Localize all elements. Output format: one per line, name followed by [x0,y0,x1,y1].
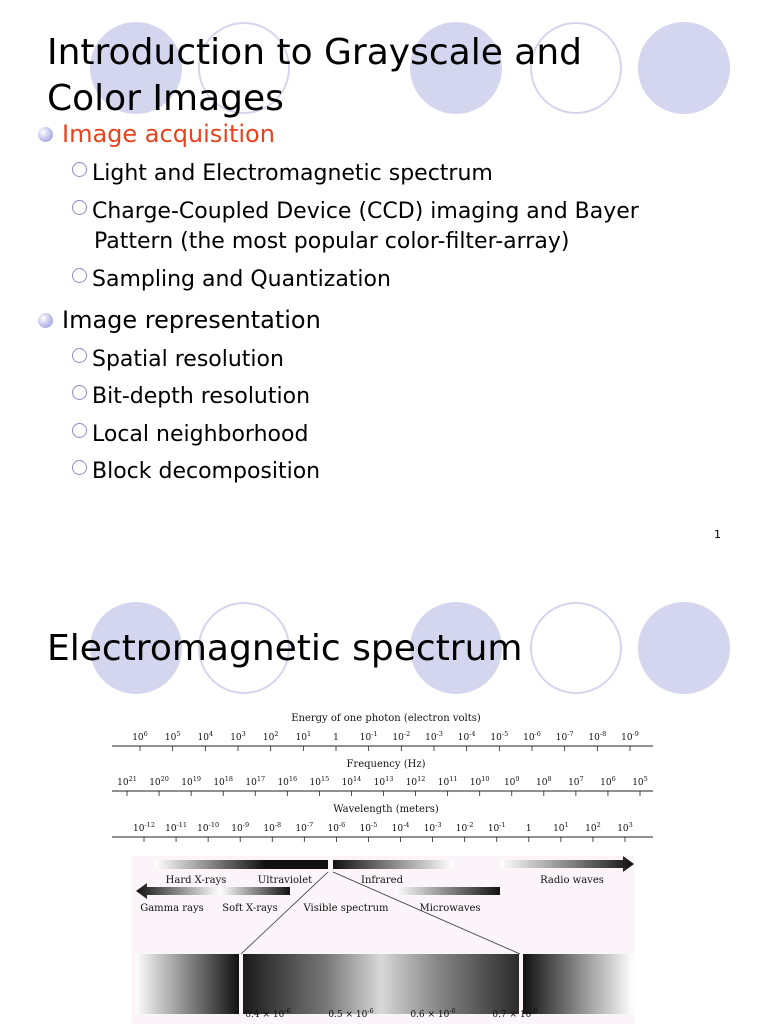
ring-bullet-icon [72,460,87,475]
bullet-label: Image acquisition [62,120,275,148]
band-label: Visible spectrum [303,903,389,914]
tick-label: $10^6$ [600,775,616,788]
right-gradient-strip [523,954,633,1014]
tick-label: $10^{13}$ [373,775,394,788]
tick-label: $10^2$ [585,821,601,834]
tick-label: $10^{-4}$ [457,730,476,743]
sub-bullet [72,382,712,412]
tick-label: $10^{-8}$ [263,821,282,834]
tick-label: $10^{14}$ [341,775,362,788]
tick-label: $10^{-6}$ [523,730,541,743]
decor-circle [530,602,622,694]
tick-label: $10^9$ [503,775,520,788]
wavelength-ticks [133,821,633,842]
band-label: Radio waves [540,875,604,886]
tick-label: $10^{20}$ [149,775,169,788]
tick-label: $10^{-6}$ [327,821,346,834]
microwaves-bar [395,887,500,895]
tick-label: $10^{17}$ [245,775,266,788]
band-label: Hard X-rays [165,875,227,886]
bullet-icon [38,127,53,142]
frequency-ticks [117,775,648,796]
tick-label: $10^8$ [536,775,552,788]
bullet-image-representation [38,306,321,334]
sub-bullet-text: Sampling and Quantization [92,267,391,292]
tick-label: $10^{-1}$ [359,730,378,743]
tick-label: $10^{-8}$ [588,730,607,743]
soft-xray-bar [220,887,290,895]
tick-label: $10^3$ [617,821,633,834]
tick-label: $10^{-9}$ [621,730,639,743]
slide-title: Electromagnetic spectrum [47,628,523,669]
energy-ticks [132,730,639,751]
tick-label: $10^{18}$ [213,775,234,788]
slide-2 [0,574,768,1024]
decor-circle [638,602,730,694]
tick-label: $10^4$ [197,730,214,743]
tick-label: 1 [525,824,532,834]
em-spectrum-figure [110,704,655,1024]
tick-label: $10^{-9}$ [231,821,250,834]
band-label: Ultraviolet [257,875,313,886]
decor-circle [638,22,730,114]
tick-label: $10^{-1}$ [487,821,506,834]
wavelength-axis-label: Wavelength (meters) [333,804,439,815]
band-label: Soft X-rays [222,903,278,914]
hard-xray-bar [155,860,265,869]
tick-label: $10^{10}$ [469,775,490,788]
tick-label: $10^6$ [132,730,148,743]
band-label: Infrared [361,875,403,886]
page-number: 1 [714,528,721,541]
tick-label: $10^{-5}$ [359,821,378,834]
tick-label: $10^{-2}$ [455,821,474,834]
tick-label: $10^{-7}$ [295,821,314,834]
tick-label: $10^{-4}$ [391,821,410,834]
slide-title [47,30,582,122]
left-gradient-strip [135,954,239,1014]
visible-tick-label: $0.6 \times 10^{-6}$ [410,1007,456,1020]
tick-label: $10^2$ [262,730,279,743]
infrared-bar [333,860,453,869]
sub-bullet-text: Bit-depth resolution [92,384,311,409]
tick-label: $10^{-10}$ [197,821,220,834]
visible-spectrum-strip [243,954,519,1014]
ring-bullet-icon [72,162,87,177]
ring-bullet-icon [72,423,87,438]
visible-tick-label: $0.7 \times 10^{-6}$ [492,1007,538,1020]
tick-label: $10^{-3}$ [425,730,443,743]
tick-label: 1 [333,733,339,743]
sub-bullet [72,457,712,487]
sub-bullet-text: Light and Electromagnetic spectrum [92,161,493,186]
tick-label: $10^3$ [230,730,246,743]
tick-label: $10^{21}$ [117,775,137,788]
energy-axis-label: Energy of one photon (electron volts) [291,713,481,724]
band-label: Microwaves [419,903,481,914]
visible-tick-label: $0.4 \times 10^{-6}$ [245,1007,291,1020]
sub-bullet-text: Pattern (the most popular color-filter-array) [94,229,570,254]
sub-bullet [72,159,712,189]
sub-bullet-text: Local neighborhood [92,422,309,447]
ring-bullet-icon [72,385,87,400]
frequency-axis-label: Frequency (Hz) [346,759,426,770]
title-line: Color Images [47,78,284,119]
sub-bullet [72,265,712,295]
sub-bullet-text: Block decomposition [92,459,321,484]
tick-label: $10^{11}$ [437,775,458,788]
tick-label: $10^{-12}$ [133,821,155,834]
tick-label: $10^{-5}$ [490,730,509,743]
tick-label: $10^{12}$ [405,775,426,788]
tick-label: $10^{15}$ [309,775,330,788]
ring-bullet-icon [72,348,87,363]
sub-bullet [72,345,712,375]
bullet-label: Image representation [62,306,321,334]
tick-label: $10^1$ [295,730,312,743]
tick-label: $10^1$ [553,821,569,834]
tick-label: $10^{-7}$ [555,730,574,743]
tick-label: $10^{16}$ [277,775,298,788]
tick-label: $10^7$ [568,775,584,788]
tick-label: $10^{-11}$ [165,821,188,834]
visible-tick-label: $0.5 \times 10^{-6}$ [328,1007,374,1020]
bullet-image-acquisition [38,120,275,148]
tick-label: $10^{-3}$ [423,821,442,834]
ring-bullet-icon [72,268,87,283]
band-label: Gamma rays [140,903,204,914]
bullet-icon [38,313,53,328]
tick-label: $10^{-2}$ [392,730,411,743]
tick-label: $10^5$ [164,730,181,743]
sub-bullet [72,420,712,450]
tick-label: $10^{19}$ [181,775,201,788]
title-line: Introduction to Grayscale and [47,32,583,73]
tick-label: $10^5$ [632,775,648,788]
sub-bullet-text: Spatial resolution [92,347,284,372]
sub-bullet [72,197,712,257]
ring-bullet-icon [72,200,87,215]
sub-bullet-text: Charge-Coupled Device (CCD) imaging and Bayer [92,199,639,224]
ultraviolet-bar [265,860,328,869]
